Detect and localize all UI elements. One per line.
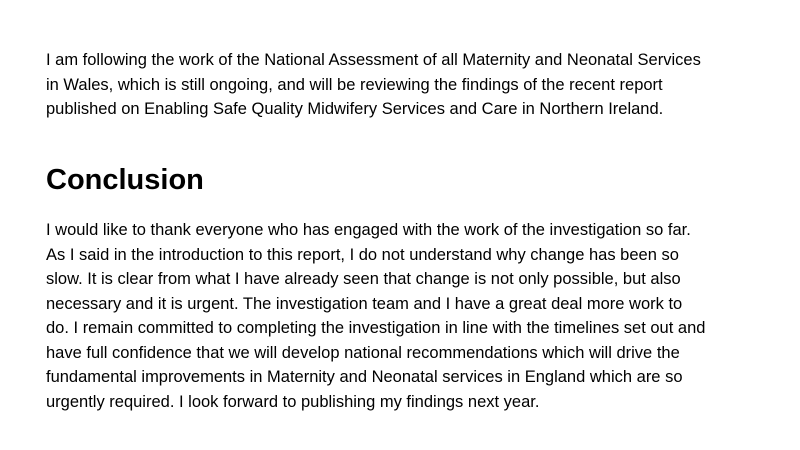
paragraph-line: have full confidence that we will develop national recommendations which will drive the (46, 343, 680, 362)
paragraph-line: in Wales, which is still ongoing, and will be reviewing the findings of the recent report (46, 75, 663, 94)
paragraph-line: urgently required. I look forward to publishing my findings next year. (46, 392, 540, 411)
paragraph-line: published on Enabling Safe Quality Midwifery Services and Care in Northern Ireland. (46, 100, 664, 118)
conclusion-paragraph (46, 218, 705, 414)
paragraph-line: I would like to thank everyone who has engaged with the work of the investigation so far. (46, 221, 691, 239)
document-page (46, 48, 786, 411)
paragraph-line: fundamental improvements in Maternity and Neonatal services in England which are so (46, 368, 683, 386)
paragraph-line: As I said in the introduction to this report, I do not understand why change has been so (46, 245, 679, 264)
section-heading: Conclusion (46, 164, 204, 196)
paragraph-line: I am following the work of the National Assessment of all Maternity and Neonatal Services (46, 51, 701, 69)
paragraph-line: slow. It is clear from what I have already seen that change is not only possible, but also (46, 270, 681, 288)
paragraph-line: do. I remain committed to completing the investigation in line with the timelines set out and (46, 319, 706, 337)
paragraph-line: necessary and it is urgent. The investigation team and I have a great deal more work to (46, 294, 683, 313)
intro-paragraph (46, 48, 786, 122)
